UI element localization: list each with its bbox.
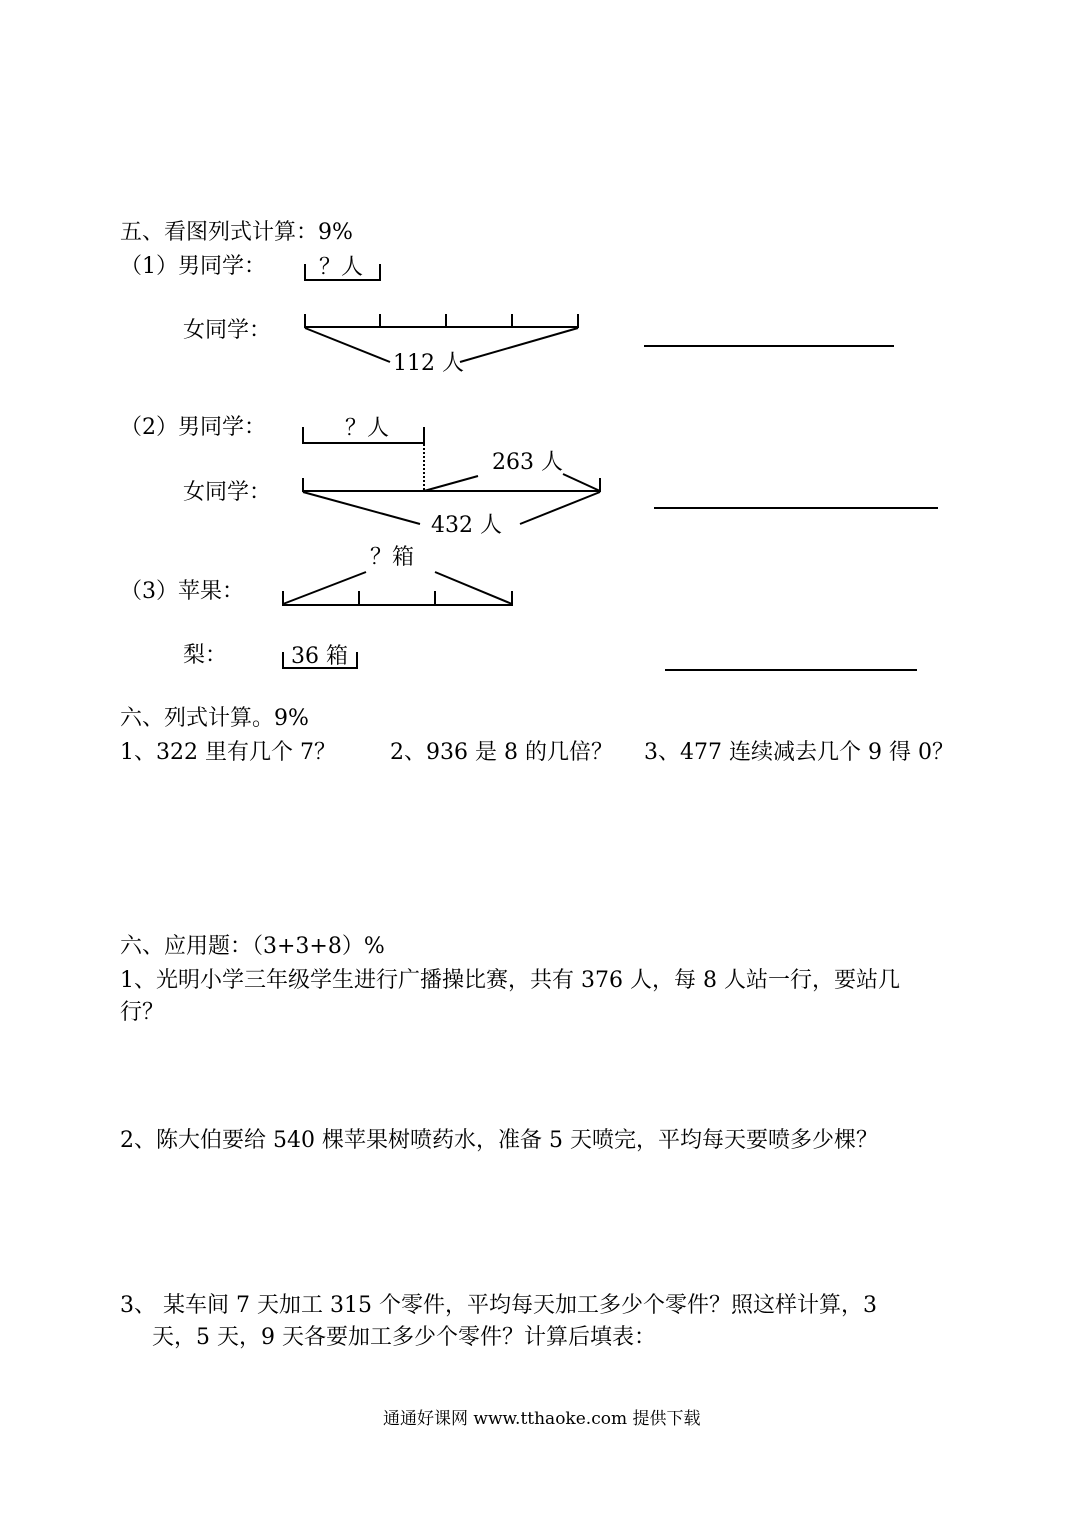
p2-girls-segment xyxy=(303,478,600,492)
p2-girls-label: 女同学： xyxy=(183,480,272,505)
section7-q1-line2: 行？ xyxy=(120,1000,165,1025)
section7-q2: 2、陈大伯要给 540 棵苹果树喷药水，准备 5 天喷完，平均每天要喷多少棵？ xyxy=(120,1128,878,1153)
p1-girls-segment xyxy=(305,314,578,328)
p3-apple-segment xyxy=(283,591,512,606)
section6-q3: 3、477 连续减去几个 9 得 0？ xyxy=(644,740,954,765)
p2-boys-value: ？人 xyxy=(345,416,390,441)
p2-diff-brace xyxy=(424,474,600,491)
section6-q2: 2、936 是 8 的几倍？ xyxy=(390,740,613,765)
section6-q1: 1、322 里有几个 7？ xyxy=(120,740,336,765)
p1-girls-label: 女同学： xyxy=(183,318,272,343)
section7-title: 六、应用题：（3+3+8）% xyxy=(120,934,385,959)
section7-q1-line1: 1、光明小学三年级学生进行广播操比赛，共有 376 人，每 8 人站一行，要站几 xyxy=(120,968,900,993)
section7-q3-line1: 3、 某车间 7 天加工 315 个零件，平均每天加工多少个零件？照这样计算，3 xyxy=(120,1293,877,1318)
section7-q3-line2: 天，5 天，9 天各要加工多少个零件？计算后填表： xyxy=(152,1325,656,1350)
footer-text: 通通好课网 www.tthaoke.com 提供下载 xyxy=(383,1409,701,1429)
p3-apple-label: （3）苹果： xyxy=(120,579,244,604)
p3-pear-label: 梨： xyxy=(183,643,228,668)
p2-boys-label: （2）男同学： xyxy=(120,415,266,440)
p1-boys-value: ？人 xyxy=(319,255,364,280)
p2-diff-value: 263 人 xyxy=(492,450,563,475)
section5-title: 五、看图列式计算：9% xyxy=(120,220,353,245)
p1-total-value: 112 人 xyxy=(393,351,464,376)
p2-total-value: 432 人 xyxy=(431,513,502,538)
section6-title: 六、列式计算。9% xyxy=(120,706,309,731)
p3-apple-value: ？箱 xyxy=(370,545,415,570)
p3-pear-value: 36 箱 xyxy=(291,644,348,669)
p3-apple-brace xyxy=(283,572,512,604)
p1-boys-label: （1）男同学： xyxy=(120,254,266,279)
